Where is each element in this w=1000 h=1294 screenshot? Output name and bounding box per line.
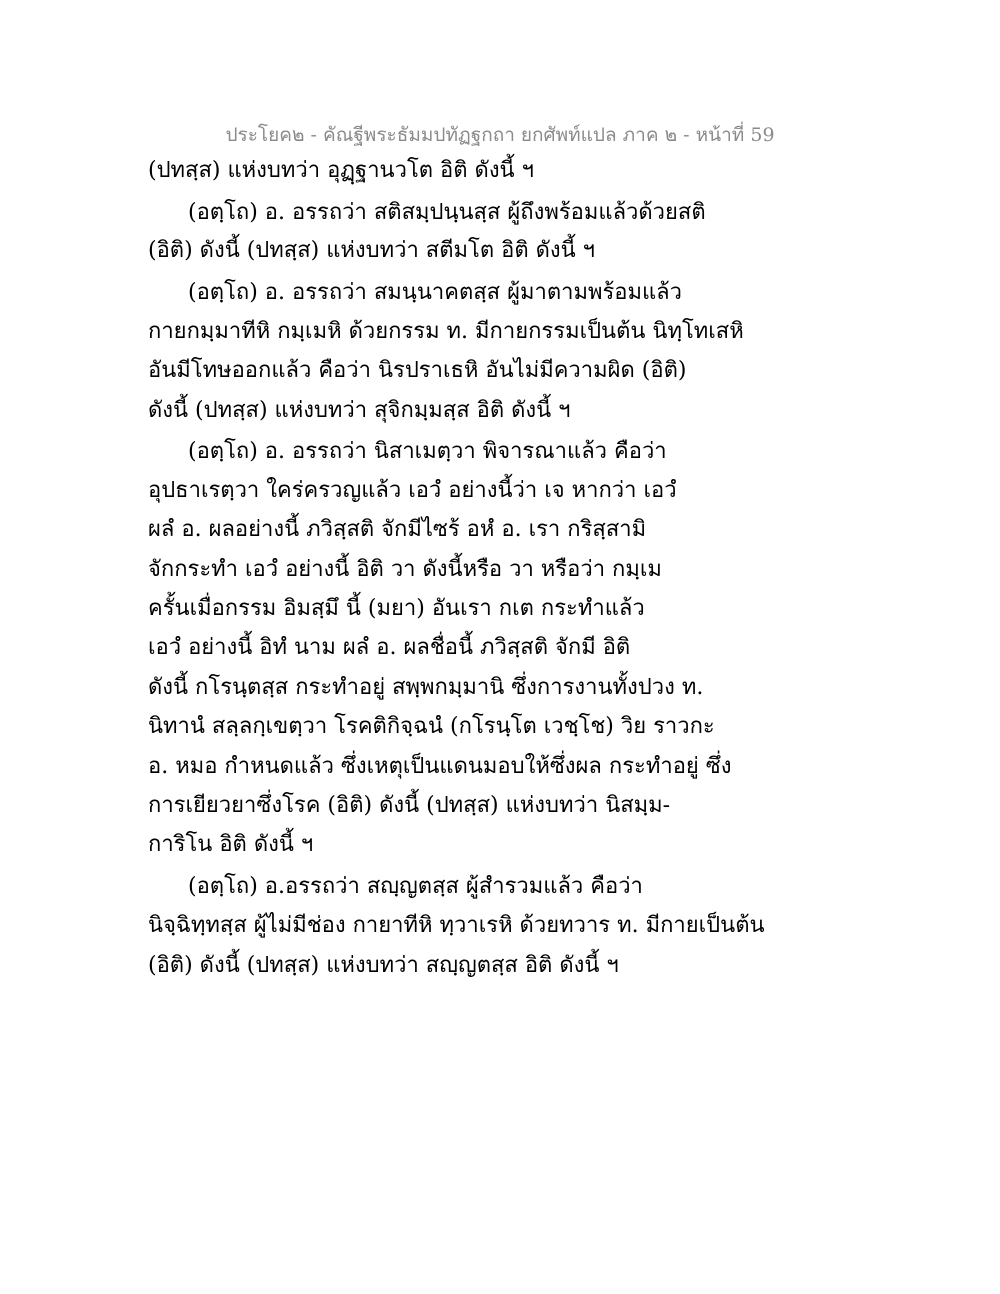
text-line-11: จักกระทำ เอวํ อย่างนี้ อิติ วา ดังนี้หรือ วา หรือว่า กมฺเม — [148, 557, 662, 582]
text-line-15: นิทานํ สลฺลกฺเขตฺวา โรคติกิจฺฉนํ (กโรนฺโต เวชฺโช) วิย ราวกะ — [148, 714, 715, 739]
text-line-1: (ปทสฺส) แห่งบทว่า อุฏฺฐานวโต อิติ ดังนี้ ฯ — [148, 158, 534, 183]
text-line-10: ผลํ อ. ผลอย่างนี้ ภวิสฺสติ จักมีไซร้ อหํ อ. เรา กริสฺสามิ — [148, 517, 647, 542]
text-line-12: ครั้นเมื่อกรรม อิมสฺมึ นี้ (มยา) อันเรา กเต กระทำแล้ว — [148, 596, 645, 621]
text-line-19: (อตฺโถ) อ.อรรถว่า สญฺญตสฺส ผู้สำรวมแล้ว คือว่า — [188, 874, 643, 899]
text-line-8: (อตฺโถ) อ. อรรถว่า นิสาเมตฺวา พิจารณาแล้ว คือว่า — [188, 439, 667, 464]
text-line-3: (อิติ) ดังนี้ (ปทสฺส) แห่งบทว่า สตีมโต อิติ ดังนี้ ฯ — [148, 238, 596, 263]
text-line-13: เอวํ อย่างนี้ อิทํ นาม ผลํ อ. ผลชื่อนี้ ภวิสฺสติ จักมี อิติ — [148, 635, 631, 660]
text-line-4: (อตฺโถ) อ. อรรถว่า สมนฺนาคตสฺส ผู้มาตามพร้อมแล้ว — [188, 280, 683, 305]
text-line-6: อันมีโทษออกแล้ว คือว่า นิรปราเธหิ อันไม่มีความผิด (อิติ) — [148, 358, 687, 383]
page-header: ประโยค๒ - คัณฐีพระธัมมปทัฏฐกถา ยกศัพท์แปล ภาค ๒ - หน้าที่ 59 — [225, 124, 775, 146]
text-line-16: อ. หมอ กำหนดแล้ว ซึ่งเหตุเป็นแดนมอบให้ซึ่งผล กระทำอยู่ ซึ่ง — [148, 754, 732, 779]
text-line-7: ดังนี้ (ปทสฺส) แห่งบทว่า สุจิกมฺมสฺส อิติ ดังนี้ ฯ — [148, 398, 571, 423]
text-line-14: ดังนี้ กโรนฺตสฺส กระทำอยู่ สพฺพกมฺมานิ ซึ่งการงานทั้งปวง ท. — [148, 675, 704, 700]
text-line-21: (อิติ) ดังนี้ (ปทสฺส) แห่งบทว่า สญฺญตสฺส อิติ ดังนี้ ฯ — [148, 953, 619, 978]
text-line-2: (อตฺโถ) อ. อรรถว่า สติสมฺปนฺนสฺส ผู้ถึงพร้อมแล้วด้วยสติ — [188, 200, 706, 225]
text-line-18: การิโน อิติ ดังนี้ ฯ — [148, 832, 314, 857]
text-line-5: กายกมฺมาทีหิ กมฺเมหิ ด้วยกรรม ท. มีกายกรรมเป็นต้น นิทฺโทเสหิ — [148, 319, 744, 344]
text-line-20: นิจฺฉิทฺทสฺส ผู้ไม่มีช่อง กายาทีหิ ทฺวาเรหิ ด้วยทวาร ท. มีกายเป็นต้น — [148, 913, 765, 938]
text-line-17: การเยียวยาซึ่งโรค (อิติ) ดังนี้ (ปทสฺส) แห่งบทว่า นิสมฺม- — [148, 793, 671, 818]
text-line-9: อุปธาเรตฺวา ใคร่ครวญแล้ว เอวํ อย่างนี้ว่า เจ หากว่า เอวํ — [148, 478, 677, 503]
